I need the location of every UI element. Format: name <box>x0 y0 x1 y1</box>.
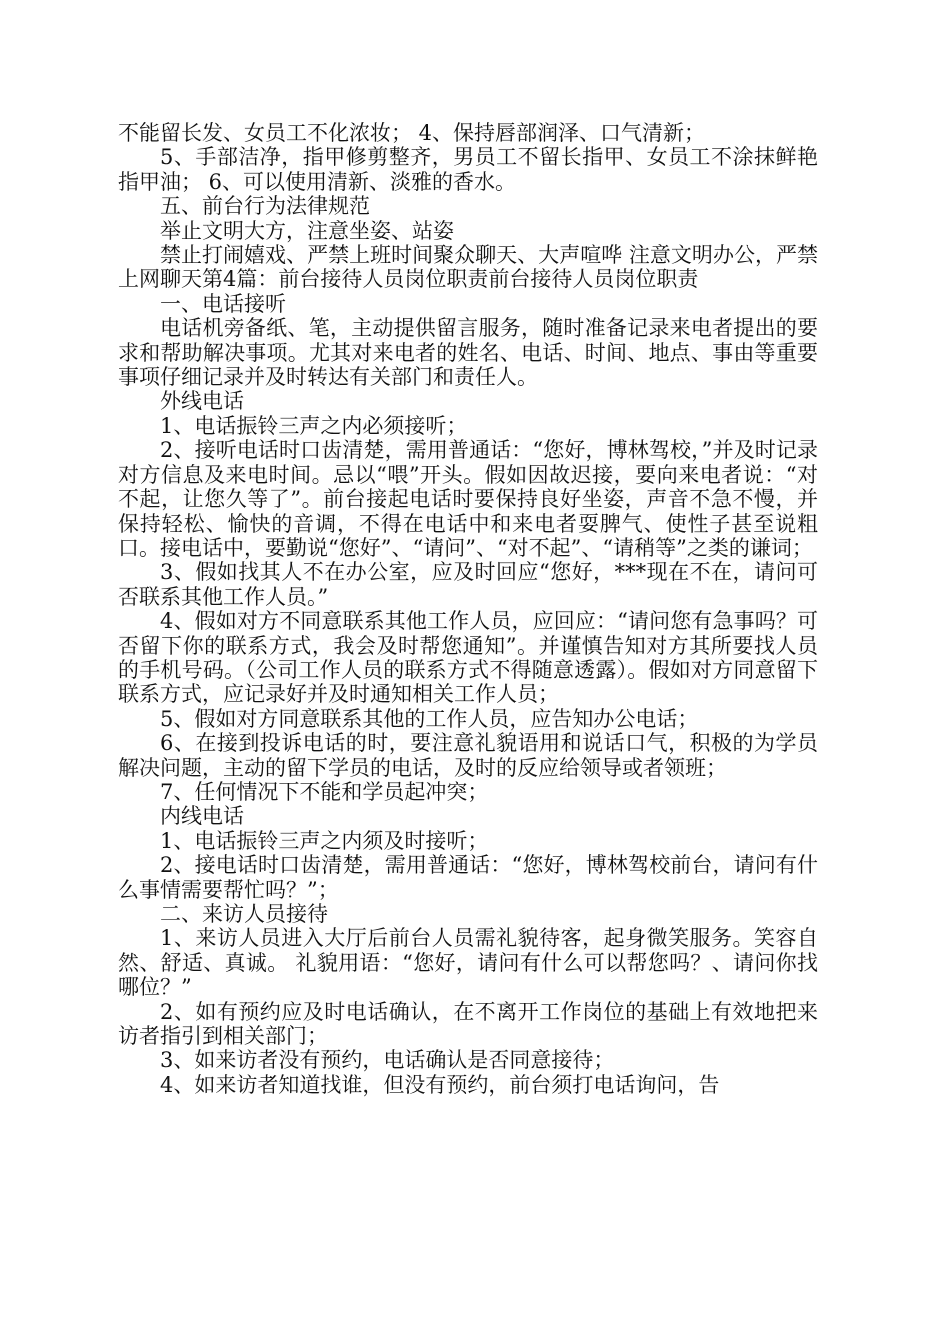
list-item: 5、假如对方同意联系其他的工作人员，应告知办公电话； <box>160 706 699 731</box>
list-item: 2、如有预约应及时电话确认，在不离开工作岗位的基础上有效地把来访者指引到相关部门； <box>118 999 818 1049</box>
list-item: 7、任何情况下不能和学员起冲突； <box>160 779 489 804</box>
list-item: 1、电话振铃三声之内须及时接听； <box>160 828 489 853</box>
document-body <box>118 121 818 1097</box>
section-heading: 一、电话接听 <box>160 291 286 316</box>
paragraph: 举止文明大方，注意坐姿、站姿 <box>160 218 454 243</box>
paragraph: 禁止打闹嬉戏、严禁上班时间聚众聊天、大声喧哗 注意文明办公，严禁上网聊天第4篇：前台接待人员岗位职责前台接待人员岗位职责 <box>118 243 818 292</box>
list-item: 4、如来访者知道找谁，但没有预约，前台须打电话询问，告 <box>160 1072 720 1097</box>
subsection-heading: 内线电话 <box>160 804 244 829</box>
list-item: 1、来访人员进入大厅后前台人员需礼貌待客，起身微笑服务。笑容自然、舒适、真诚。 礼貌用语：“您好，请问有什么可以帮您吗？、请问你找哪位？” <box>118 926 818 1000</box>
paragraph: 5、手部洁净，指甲修剪整齐，男员工不留长指甲、女员工不涂抹鲜艳指甲油； 6、可以使用清新、淡雅的香水。 <box>118 145 818 194</box>
list-item: 2、接听电话时口齿清楚，需用普通话：“您好，博林驾校，”并及时记录对方信息及来电时间。忌以“喂”开头。假如因故迟接，要向来电者说：“对不起，让您久等了”。前台接起电话时要保持良好坐姿，声音不急不慢，并保持轻松、愉快的音调，不得在电话中和来电者耍脾气、使性子甚至说粗口。接电话中，要勤说“您好”、“请问”、“对不起”、“请稍等”之类的谦词； <box>118 438 818 560</box>
list-item: 4、假如对方不同意联系其他工作人员，应回应：“请问您有急事吗？可否留下你的联系方式，我会及时帮您通知”。并谨慎告知对方其所要找人员的手机号码。（公司工作人员的联系方式不得随意透露）。假如对方同意留下联系方式，应记录好并及时通知相关工作人员； <box>118 609 818 707</box>
list-item: 1、电话振铃三声之内必须接听； <box>160 413 468 438</box>
paragraph: 电话机旁备纸、笔，主动提供留言服务，随时准备记录来电者提出的要求和帮助解决事项。尤其对来电者的姓名、电话、时间、地点、事由等重要事项仔细记录并及时转达有关部门和责任人。 <box>118 316 818 390</box>
paragraph: 不能留长发、女员工不化浓妆； 4、保持唇部润泽、口气清新； <box>118 121 706 145</box>
section-heading: 二、来访人员接待 <box>160 902 328 926</box>
list-item: 3、假如找其人不在办公室，应及时回应“您好，***现在不在，请问可否联系其他工作人员。” <box>118 560 818 609</box>
subsection-heading: 外线电话 <box>160 389 244 414</box>
list-item: 2、接电话时口齿清楚，需用普通话：“您好，博林驾校前台，请问有什么事情需要帮忙吗？”； <box>118 853 818 902</box>
list-item: 6、在接到投诉电话的时，要注意礼貌语用和说话口气，积极的为学员解决问题，主动的留下学员的电话，及时的反应给领导或者领班； <box>118 731 818 780</box>
list-item: 3、如来访者没有预约，电话确认是否同意接待； <box>160 1048 615 1073</box>
section-heading: 五、前台行为法律规范 <box>160 194 370 219</box>
